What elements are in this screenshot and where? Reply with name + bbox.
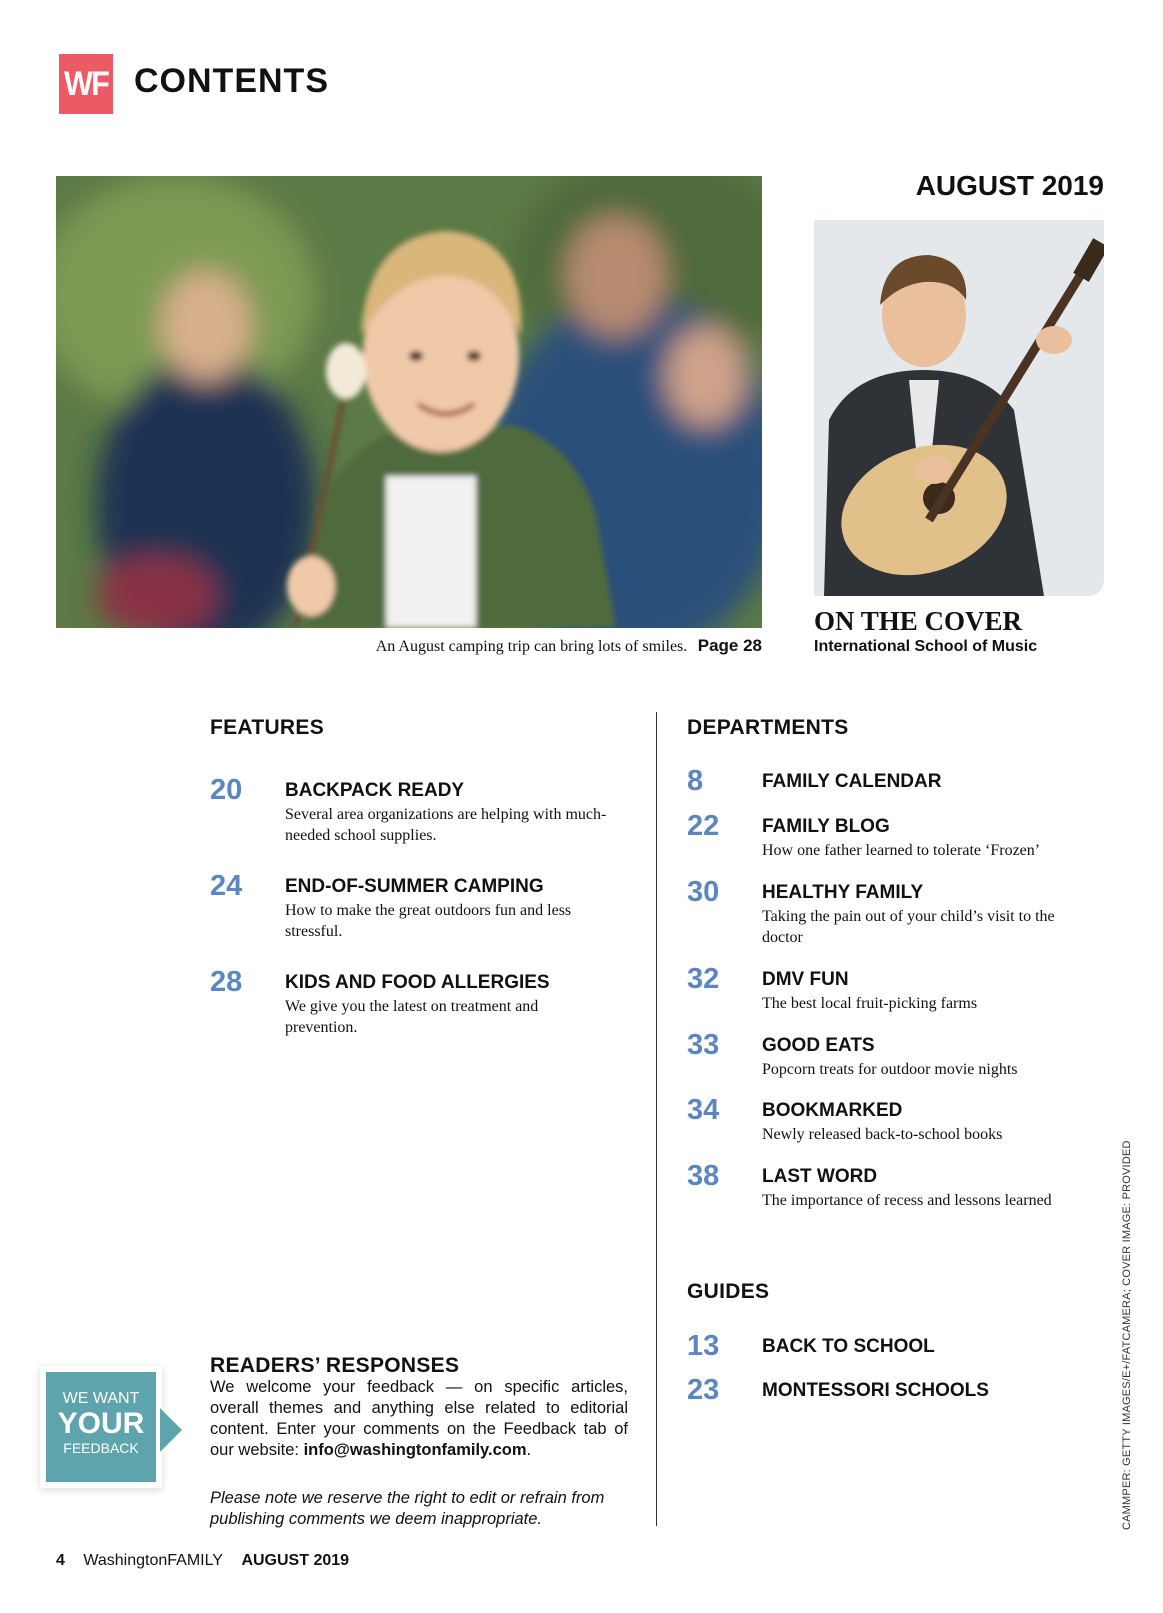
feature-title: BACKPACK READY (285, 780, 465, 801)
feature-title: END-OF-SUMMER CAMPING (285, 876, 544, 897)
feedback-badge[interactable] (40, 1366, 195, 1482)
hero-caption (56, 636, 762, 656)
page-footer (56, 1552, 349, 1570)
feature-page-number: 20 (210, 774, 243, 806)
guide-page-number: 13 (687, 1330, 720, 1362)
department-title: BOOKMARKED (762, 1100, 903, 1121)
department-description: The importance of recess and lessons learned (762, 1192, 1052, 1209)
issue-date: AUGUST 2019 (915, 170, 1104, 201)
readers-body: We welcome your feedback — on specific articles, overall themes and anything else related to editorial content. Enter your comments on the Feedback tab of our website: info@washingtonfamily.com. (210, 1378, 628, 1459)
department-page-number: 32 (687, 963, 720, 995)
readers-note: Please note we reserve the right to edit or refrain from publishing comments we deem inappropriate. (210, 1489, 605, 1528)
feature-page-number: 24 (210, 870, 243, 902)
hero-caption-text: An August camping trip can bring lots of smiles. (375, 638, 688, 655)
department-title: FAMILY CALENDAR (762, 771, 942, 792)
department-title: DMV FUN (762, 969, 849, 990)
page-title: CONTENTS (134, 62, 329, 100)
feature-page-number: 28 (210, 966, 243, 998)
department-description: Newly released back-to-school books (762, 1126, 1003, 1143)
footer-magazine-name: WashingtonFAMILY (83, 1552, 223, 1569)
department-page-number: 8 (687, 765, 704, 797)
wf-logo: WF (59, 54, 113, 114)
hero-photo (56, 176, 762, 628)
feature-description: Several area organizations are helping with much-needed school supplies. (285, 806, 607, 844)
department-description: Taking the pain out of your child’s visit to the doctor (762, 908, 1055, 946)
arrow-right-icon (160, 1408, 182, 1452)
feature-description: How to make the great outdoors fun and less stressful. (285, 902, 572, 940)
column-divider (656, 712, 657, 1526)
readers-body-text: We welcome your feedback — on specific articles, overall themes and anything else related to editorial content. Enter your comments on the Feedback tab of our website: (210, 1378, 628, 1459)
footer-page-number: 4 (56, 1552, 65, 1569)
hero-page-ref[interactable]: Page 28 (697, 636, 762, 655)
department-description: Popcorn treats for outdoor movie nights (762, 1061, 1018, 1078)
department-page-number: 22 (687, 810, 720, 842)
guide-title: MONTESSORI SCHOOLS (762, 1380, 989, 1401)
feedback-badge-line2: YOUR (57, 1407, 145, 1440)
feature-title: KIDS AND FOOD ALLERGIES (285, 972, 550, 993)
cover-photo (814, 220, 1104, 596)
department-page-number: 33 (687, 1029, 720, 1061)
department-page-number: 34 (687, 1094, 720, 1126)
cover-heading: ON THE COVER (814, 606, 1023, 636)
department-title: LAST WORD (762, 1166, 878, 1187)
department-description: The best local fruit-picking farms (762, 995, 978, 1012)
feedback-email-link[interactable]: info@washingtonfamily.com (303, 1441, 527, 1459)
photo-credit: CAMMPER: GETTY IMAGES/E+/FATCAMERA; COVER IMAGE: PROVIDED (1121, 1140, 1133, 1530)
department-title: FAMILY BLOG (762, 816, 890, 837)
guide-title: BACK TO SCHOOL (762, 1336, 935, 1357)
feature-description: We give you the latest on treatment and prevention. (285, 998, 539, 1036)
department-page-number: 30 (687, 876, 720, 908)
department-page-number: 38 (687, 1160, 720, 1192)
readers-heading: READERS’ RESPONSES (210, 1354, 460, 1377)
features-heading: FEATURES (210, 716, 325, 739)
cover-subtitle: International School of Music (814, 638, 1038, 655)
department-title: GOOD EATS (762, 1035, 875, 1056)
guide-page-number: 23 (687, 1374, 720, 1406)
feedback-badge-line1: WE WANT (62, 1390, 140, 1407)
footer-date: AUGUST 2019 (241, 1552, 350, 1569)
department-title: HEALTHY FAMILY (762, 882, 924, 903)
feedback-badge-box (46, 1372, 156, 1482)
departments-heading: DEPARTMENTS (687, 716, 849, 739)
guides-heading: GUIDES (687, 1280, 770, 1303)
department-description: How one father learned to tolerate ‘Frozen’ (762, 842, 1041, 859)
feedback-badge-line3: FEEDBACK (63, 1440, 139, 1456)
